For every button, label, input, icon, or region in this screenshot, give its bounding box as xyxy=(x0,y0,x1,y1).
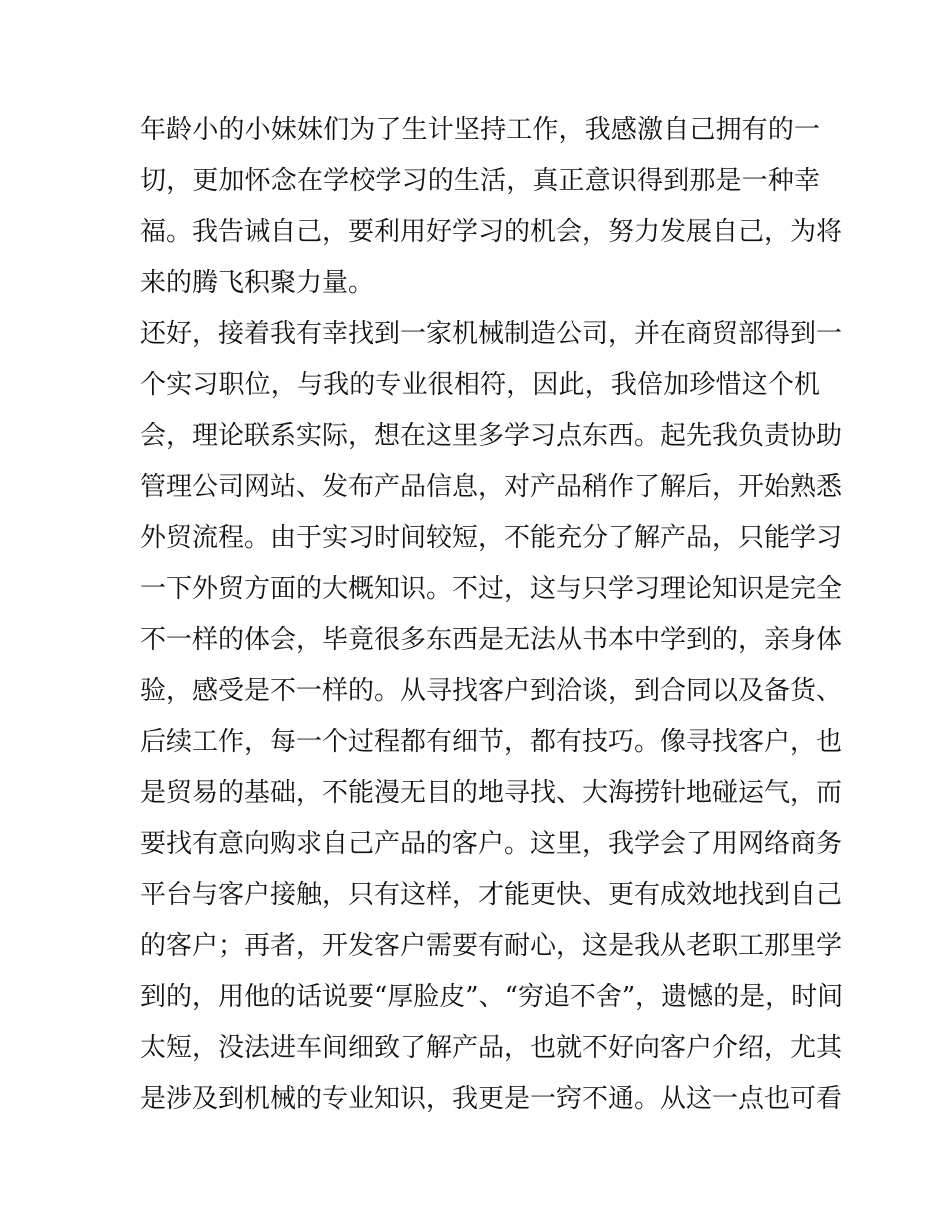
text-line: 要找有意向购求自己产品的客户。这里，我学会了用网络商务 xyxy=(140,829,843,859)
text-line: 平台与客户接触，只有这样，才能更快、更有成效地找到自己 xyxy=(140,880,843,910)
text-line: 来的腾飞积聚力量。 xyxy=(140,268,375,298)
text-line: 会，理论联系实际，想在这里多学习点东西。起先我负责协助 xyxy=(140,421,843,451)
body-text xyxy=(140,105,844,1125)
text-line: 外贸流程。由于实习时间较短，不能充分了解产品，只能学习 xyxy=(140,523,843,553)
text-line: 福。我告诫自己，要利用好学习的机会，努力发展自己，为将 xyxy=(140,217,843,247)
text-line: 是贸易的基础，不能漫无目的地寻找、大海捞针地碰运气，而 xyxy=(140,778,843,808)
text-line: 管理公司网站、发布产品信息，对产品稍作了解后，开始熟悉 xyxy=(140,472,843,502)
text-line: 一下外贸方面的大概知识。不过，这与只学习理论知识是完全 xyxy=(140,574,843,604)
text-line: 到的，用他的话说要“厚脸皮”、“穷追不舍”，遗憾的是，时间 xyxy=(140,982,844,1012)
text-line: 的客户；再者，开发客户需要有耐心，这是我从老职工那里学 xyxy=(140,931,843,961)
text-line: 个实习职位，与我的专业很相符，因此，我倍加珍惜这个机 xyxy=(140,370,820,400)
text-line: 后续工作，每一个过程都有细节，都有技巧。像寻找客户，也 xyxy=(140,727,843,757)
text-line: 不一样的体会，毕竟很多东西是无法从书本中学到的，亲身体 xyxy=(140,625,843,655)
text-line: 太短，没法进车间细致了解产品，也就不好向客户介绍，尤其 xyxy=(140,1033,843,1063)
text-line: 切，更加怀念在学校学习的生活，真正意识得到那是一种幸 xyxy=(140,166,820,196)
text-line: 年龄小的小妹妹们为了生计坚持工作，我感激自己拥有的一 xyxy=(140,115,820,145)
text-line: 验，感受是不一样的。从寻找客户到洽谈，到合同以及备货、 xyxy=(140,676,843,706)
text-line: 还好，接着我有幸找到一家机械制造公司，并在商贸部得到一 xyxy=(140,319,843,349)
text-line: 是涉及到机械的专业知识，我更是一窍不通。从这一点也可看 xyxy=(140,1084,843,1114)
